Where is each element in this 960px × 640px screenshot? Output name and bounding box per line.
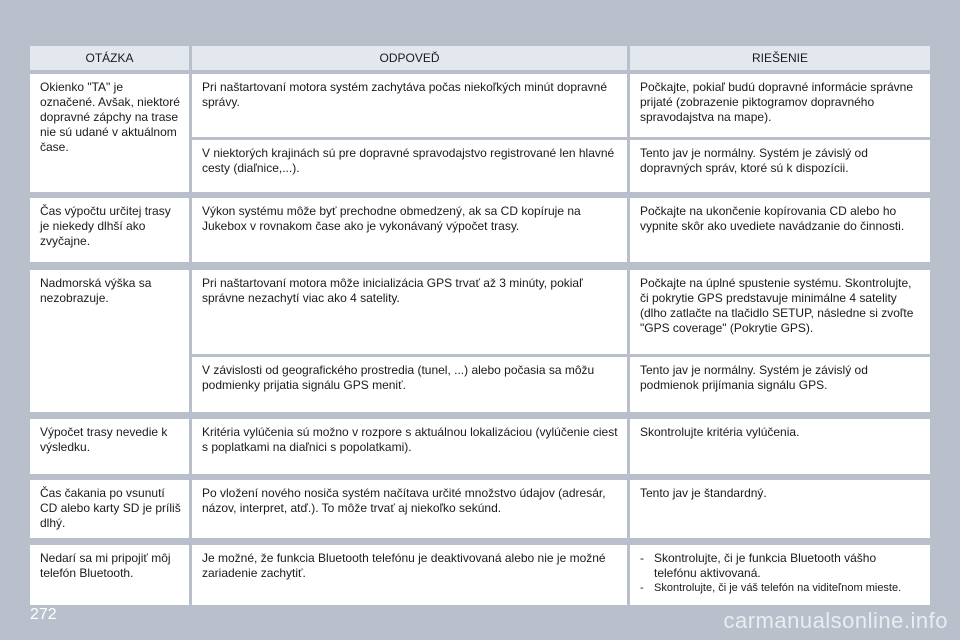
solution-cell bbox=[630, 545, 930, 605]
question-cell: Okienko "TA" je označené. Avšak, niektoré dopravné zápchy na trase nie sú udané v aktuálnom čase. bbox=[30, 74, 189, 192]
question-cell: Nadmorská výška sa nezobrazuje. bbox=[30, 270, 189, 412]
question-cell: Čas výpočtu určitej trasy je niekedy dlhší ako zvyčajne. bbox=[30, 198, 189, 262]
solution-cell: Tento jav je štandardný. bbox=[630, 480, 930, 538]
header-solution: RIEŠENIE bbox=[630, 46, 930, 70]
question-cell: Nedarí sa mi pripojiť môj telefón Bluetooth. bbox=[30, 545, 189, 605]
header-answer: ODPOVEĎ bbox=[192, 46, 627, 70]
answer-cell: Po vložení nového nosiča systém načítava určité množstvo údajov (adresár, názov, interpret, atď.). To môže trvať aj niekoľko sekúnd. bbox=[192, 480, 627, 538]
header-question: OTÁZKA bbox=[30, 46, 189, 70]
solution-cell: Počkajte, pokiaľ budú dopravné informácie správne prijaté (zobrazenie piktogramov dopravného spravodajstva na mape). bbox=[630, 74, 930, 137]
solution-cell: Počkajte na ukončenie kopírovania CD alebo ho vypnite skôr ako uvediete navádzanie do činnosti. bbox=[630, 198, 930, 262]
solution-cell: Skontrolujte kritéria vylúčenia. bbox=[630, 419, 930, 474]
answer-cell: Pri naštartovaní motora môže inicializácia GPS trvať až 3 minúty, pokiaľ správne nezachytí viac ako 4 satelity. bbox=[192, 270, 627, 354]
solution-list-item: - Skontrolujte, či je váš telefón na viditeľnom mieste. bbox=[640, 581, 922, 596]
solution-cell: Počkajte na úplné spustenie systému. Skontrolujte, či pokrytie GPS predstavuje minimálne 4 satelity (dlho zatlačte na tlačidlo SETUP, následne si zvoľte "GPS coverage" (Pokrytie GPS). bbox=[630, 270, 930, 354]
solution-cell: Tento jav je normálny. Systém je závislý od podmienok prijímania signálu GPS. bbox=[630, 357, 930, 412]
answer-cell: Kritéria vylúčenia sú možno v rozpore s aktuálnou lokalizáciou (vylúčenie ciest s poplatkami na diaľnici s popolatkami). bbox=[192, 419, 627, 474]
answer-cell: Pri naštartovaní motora systém zachytáva počas niekoľkých minút dopravné správy. bbox=[192, 74, 627, 137]
solution-cell: Tento jav je normálny. Systém je závislý od dopravných správ, ktoré sú k dispozícii. bbox=[630, 140, 930, 192]
answer-cell: V závislosti od geografického prostredia (tunel, ...) alebo počasia sa môžu podmienky prijatia signálu GPS meniť. bbox=[192, 357, 627, 412]
watermark: carmanualsonline.info bbox=[723, 608, 948, 633]
question-cell: Čas čakania po vsunutí CD alebo karty SD je príliš dlhý. bbox=[30, 480, 189, 538]
page-number: 272 bbox=[30, 606, 57, 623]
answer-cell: Je možné, že funkcia Bluetooth telefónu je deaktivovaná alebo nie je možné zariadenie zachytiť. bbox=[192, 545, 627, 605]
question-cell: Výpočet trasy nevedie k výsledku. bbox=[30, 419, 189, 474]
answer-cell: V niektorých krajinách sú pre dopravné spravodajstvo registrované len hlavné cesty (diaľnice,...). bbox=[192, 140, 627, 192]
answer-cell: Výkon systému môže byť prechodne obmedzený, ak sa CD kopíruje na Jukebox v rovnakom čase ako je vykonávaný výpočet trasy. bbox=[192, 198, 627, 262]
solution-list-item: - Skontrolujte, či je funkcia Bluetooth vášho telefónu aktivovaná. bbox=[640, 551, 922, 581]
